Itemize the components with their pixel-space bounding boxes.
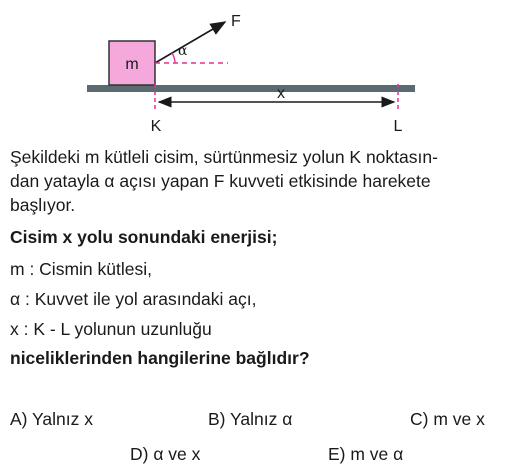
- choice-d[interactable]: D) α ve x: [130, 444, 201, 464]
- ground-surface: [87, 85, 415, 92]
- mass-label: m: [125, 56, 139, 73]
- choice-e[interactable]: E) m ve α: [328, 444, 404, 464]
- question-closing: niceliklerinden hangilerine bağlıdır?: [10, 348, 310, 368]
- force-arrow: [155, 22, 225, 63]
- item-m: m : Cismin kütlesi,: [10, 259, 152, 279]
- angle-label: α: [178, 43, 188, 59]
- item-x: x : K - L yolunun uzunluğu: [10, 319, 212, 339]
- physics-figure: [0, 0, 513, 140]
- question-stem-line: Şekildeki m kütleli cisim, sürtünmesiz yolun K noktasın-: [10, 147, 438, 167]
- question-prompt: Cisim x yolu sonundaki enerjisi;: [10, 227, 278, 247]
- question-stem-line: dan yatayla α açısı yapan F kuvveti etkisinde harekete: [10, 171, 431, 191]
- item-alpha: α : Kuvvet ile yol arasındaki açı,: [10, 289, 257, 309]
- angle-arc: [172, 53, 175, 63]
- point-l-label: L: [393, 118, 403, 135]
- force-label: F: [231, 13, 241, 30]
- choice-c[interactable]: C) m ve x: [410, 409, 485, 429]
- point-k-label: K: [150, 118, 162, 135]
- distance-label: x: [277, 85, 285, 102]
- choice-b[interactable]: B) Yalnız α: [208, 409, 293, 429]
- choice-a[interactable]: A) Yalnız x: [10, 409, 93, 429]
- question-stem-line: başlıyor.: [10, 195, 76, 215]
